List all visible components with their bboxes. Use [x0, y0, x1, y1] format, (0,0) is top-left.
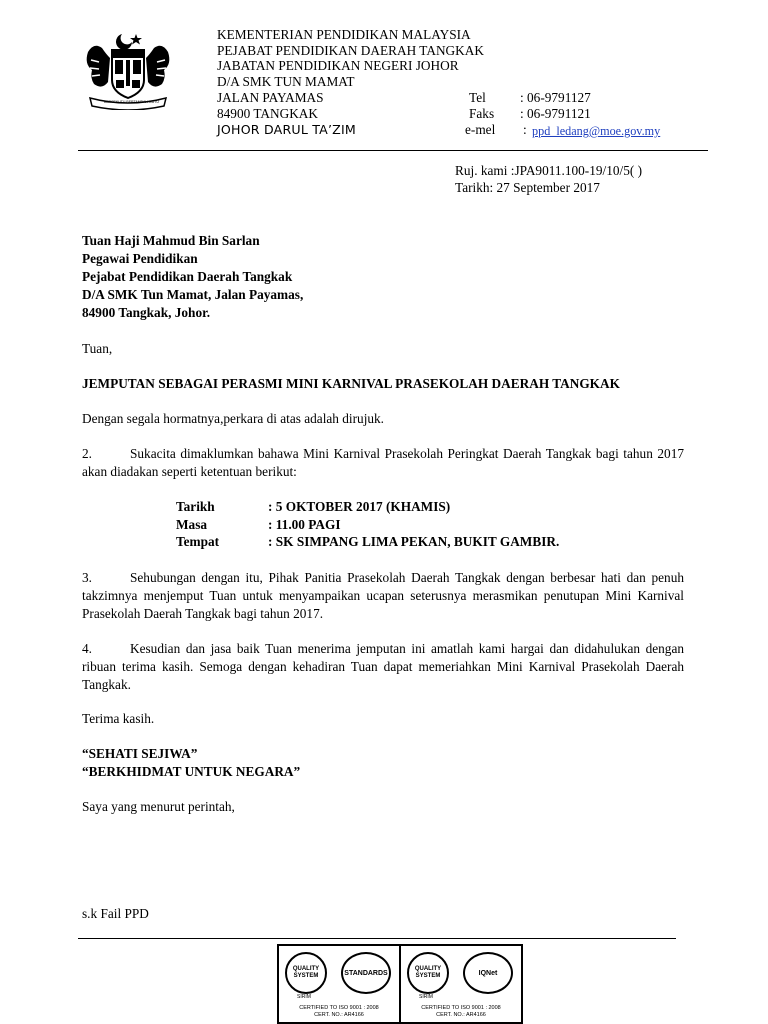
ministry-name: KEMENTERIAN PENDIDIKAN MALAYSIA — [217, 27, 471, 42]
signoff: Saya yang menurut perintah, — [82, 799, 235, 814]
tel-label: Tel — [469, 90, 486, 105]
footer-divider — [78, 938, 676, 939]
closing-thanks: Terima kasih. — [82, 711, 155, 726]
office-name: PEJABAT PENDIDIKAN DAERAH TANGKAK — [217, 43, 484, 58]
salutation: Tuan, — [82, 341, 113, 356]
detail-label-venue: Tempat — [176, 534, 220, 549]
paragraph-number: 2. — [82, 446, 92, 461]
quality-system-icon: QUALITY SYSTEM — [407, 952, 449, 994]
email-colon: : — [523, 122, 527, 137]
address-line-2: JALAN PAYAMAS — [217, 90, 324, 105]
paragraph-2-text: Sukacita dimaklumkan bahawa Mini Karnival Prasekolah Peringkat Daerah Tangkak bagi tahun 2017 akan diadakan seperti ketentuan berikut: — [82, 446, 684, 479]
email-label: e-mel — [465, 122, 496, 137]
recipient-line: D/A SMK Tun Mamat, Jalan Payamas, — [82, 287, 304, 302]
fax-value: : 06-9791121 — [520, 106, 591, 121]
paragraph-4-text: Kesudian dan jasa baik Tuan menerima jemputan ini amatlah kami hargai dan didahulukan dengan ribuan terima kasih. Semoga dengan kehadiran Tuan dapat memeriahkan Mini Karnival Prasekolah Daerah Tangkak. — [82, 641, 684, 692]
recipient-line: Pejabat Pendidikan Daerah Tangkak — [82, 269, 293, 284]
certification-number: CERT. NO.: AR4166 — [314, 1012, 364, 1018]
detail-value-date: : 5 OKTOBER 2017 (KHAMIS) — [268, 499, 451, 514]
tel-value: : 06-9791127 — [520, 90, 591, 105]
recipient-line: Pegawai Pendidikan — [82, 251, 198, 266]
recipient-line: Tuan Haji Mahmud Bin Sarlan — [82, 233, 260, 248]
quality-system-icon: QUALITY SYSTEM — [285, 952, 327, 994]
address-line-3: 84900 TANGKAK — [217, 106, 318, 121]
paragraph-number: 3. — [82, 570, 92, 585]
certification-text — [281, 1005, 397, 1019]
certification-badge — [399, 944, 523, 1024]
address-line-1: D/A SMK TUN MAMAT — [217, 74, 355, 89]
recipient-line: 84900 Tangkak, Johor. — [82, 305, 211, 320]
carbon-copy: s.k Fail PPD — [82, 906, 149, 921]
detail-value-venue: : SK SIMPANG LIMA PEKAN, BUKIT GAMBIR. — [268, 534, 560, 549]
subject-heading: JEMPUTAN SEBAGAI PERASMI MINI KARNIVAL PRASEKOLAH DAERAH TANGKAK — [82, 376, 620, 391]
intro-paragraph: Dengan segala hormatnya,perkara di atas adalah dirujuk. — [82, 411, 385, 426]
paragraph-3 — [82, 569, 684, 623]
detail-label-time: Masa — [176, 517, 208, 532]
fax-label: Faks — [469, 106, 495, 121]
certifier-name: SIRIM — [419, 994, 433, 1000]
detail-label-date: Tarikh — [176, 499, 215, 514]
paragraph-2 — [82, 445, 684, 481]
iqnet-mark-icon: IQNet — [463, 952, 513, 994]
certification-badge — [277, 944, 401, 1024]
paragraph-number: 4. — [82, 641, 92, 656]
paragraph-3-text: Sehubungan dengan itu, Pihak Panitia Prasekolah Daerah Tangkak dengan berbesar hati dan penuh takzimnya menjemput Tuan untuk menyampaikan ucapan seterusnya merasmikan penutupan Mini Karnival Prasekolah Daerah Tangkak bagi tahun 2017. — [82, 570, 684, 621]
standards-mark-icon: STANDARDS — [341, 952, 391, 994]
paragraph-4 — [82, 640, 684, 694]
crest-motto: BERSEKUTU BERTAMBAH MUTU — [104, 100, 159, 104]
certification-text — [403, 1005, 519, 1019]
coat-of-arms-icon — [82, 30, 174, 110]
department-name: JABATAN PENDIDIKAN NEGERI JOHOR — [217, 58, 459, 73]
crest-logo — [82, 30, 174, 110]
reference-number: Ruj. kami :JPA9011.100-19/10/5( ) — [455, 163, 643, 178]
slogan-2: “BERKHIDMAT UNTUK NEGARA” — [82, 764, 301, 779]
detail-value-time: : 11.00 PAGI — [268, 517, 341, 532]
certification-standard: CERTIFIED TO ISO 9001 : 2008 — [421, 1005, 501, 1011]
email-link[interactable]: ppd_ledang@moe.gov.my — [532, 124, 661, 138]
slogan-1: “SEHATI SEJIWA” — [82, 746, 198, 761]
certification-number: CERT. NO.: AR4166 — [436, 1012, 486, 1018]
address-line-4: JOHOR DARUL TA’ZIM — [217, 122, 356, 137]
header-divider — [78, 150, 708, 151]
certifier-name: SIRIM — [297, 994, 311, 1000]
certification-standard: CERTIFIED TO ISO 9001 : 2008 — [299, 1005, 379, 1011]
letter-date: Tarikh: 27 September 2017 — [455, 180, 600, 195]
